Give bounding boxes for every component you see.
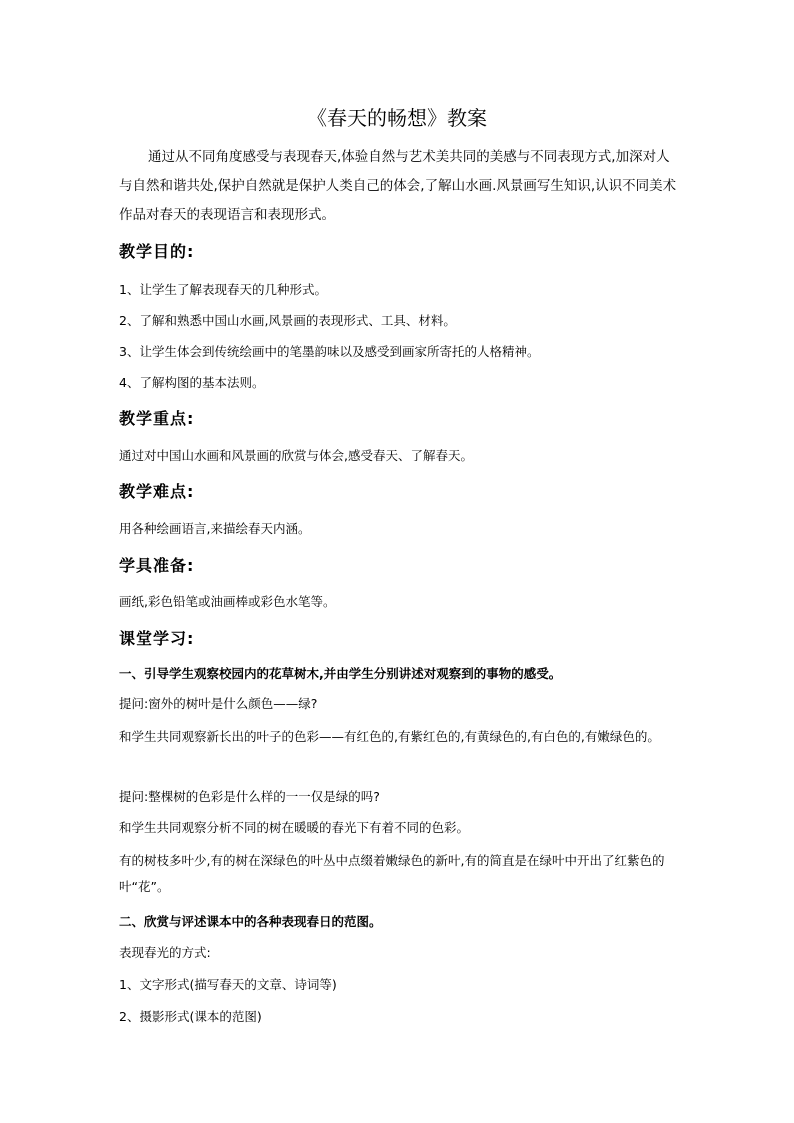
key-heading: 教学重点:	[119, 409, 195, 428]
question-one: 提问:窗外的树叶是什么颜色——绿?	[119, 696, 318, 711]
ways-label: 表现春光的方式:	[119, 945, 211, 960]
key-text: 通过对中国山水画和风景画的欣赏与体会,感受春天、了解春天。	[119, 448, 473, 463]
goals-heading: 教学目的:	[119, 242, 195, 261]
answer-three: 有的树枝多叶少,有的树在深绿色的叶丛中点缀着嫩绿色的新叶,有的简直是在绿叶中开出了红紫色的叶“花”。	[119, 853, 665, 894]
intro-text: 通过从不同角度感受与表现春天,体验自然与艺术美共同的美感与不同表现方式,加深对人与自然和谐共处,保护自然就是保护人类自己的体会,了解山水画.风景画写生知识,认识不同美术作品对春天的表现语言和表现形式。	[119, 149, 677, 223]
intro-paragraph	[119, 143, 679, 230]
section-two-heading: 二、欣赏与评述课本中的各种表现春日的范图。	[119, 914, 382, 929]
way-item: 1、文字形式(描写春天的文章、诗词等)	[119, 977, 337, 992]
study-heading: 课堂学习:	[119, 629, 195, 648]
section-one-heading: 一、引导学生观察校园内的花草树木,并由学生分别讲述对观察到的事物的感受。	[119, 666, 562, 681]
difficulty-text: 用各种绘画语言,来描绘春天内涵。	[119, 521, 311, 536]
goal-item: 4、了解构图的基本法则。	[119, 375, 265, 390]
question-two: 提问:整棵树的色彩是什么样的一一仅是绿的吗?	[119, 789, 380, 804]
answer-two: 和学生共同观察分析不同的树在暖暖的春光下有着不同的色彩。	[119, 820, 470, 835]
way-item: 2、摄影形式(课本的范图)	[119, 1009, 262, 1024]
answer-one: 和学生共同观察新长出的叶子的色彩——有红色的,有紫红色的,有黄绿色的,有白色的,有嫩绿色的。	[119, 729, 660, 744]
goal-item: 1、让学生了解表现春天的几种形式。	[119, 282, 327, 297]
difficulty-heading: 教学难点:	[119, 482, 195, 501]
document-title: 《春天的畅想》教案	[307, 106, 487, 130]
prep-text: 画纸,彩色铅笔或油画棒或彩色水笔等。	[119, 594, 336, 609]
goal-item: 3、让学生体会到传统绘画中的笔墨韵味以及感受到画家所寄托的人格精神。	[119, 344, 540, 359]
goal-item: 2、了解和熟悉中国山水画,风景画的表现形式、工具、材料。	[119, 313, 456, 328]
prep-heading: 学具准备:	[119, 556, 195, 575]
